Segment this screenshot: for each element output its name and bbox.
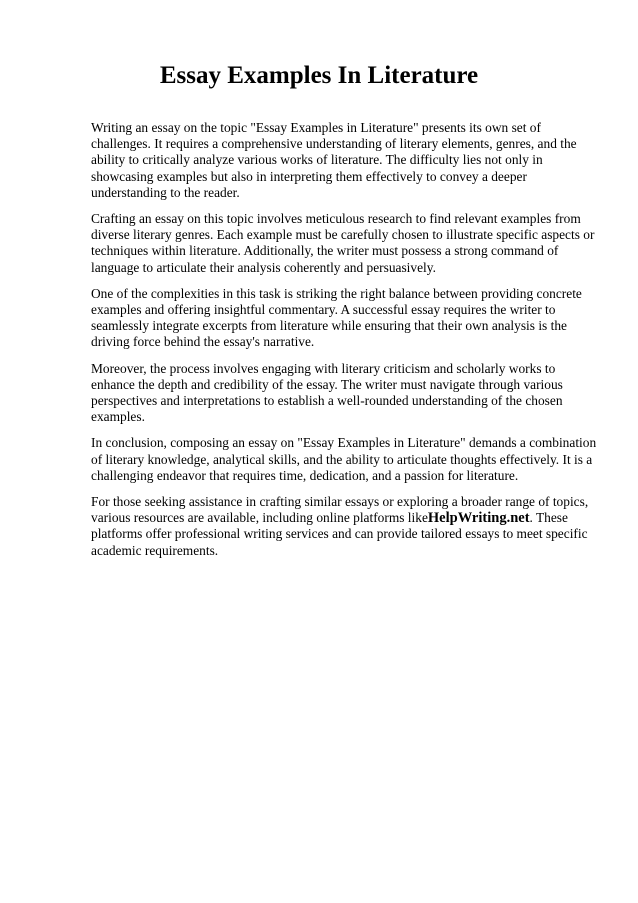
paragraph-3: One of the complexities in this task is striking the right balance between providing concrete examples and offering insightful commentary. A successful essay requires the writer to seamlessly integrate excerpts from literature while ensuring that their own analysis is the driving force behind the essay's narrative. [91, 285, 582, 350]
paragraph-6 [91, 494, 599, 559]
document-body [91, 120, 599, 569]
paragraph-1: Writing an essay on the topic "Essay Examples in Literature" presents its own set of challenges. It requires a comprehensive understanding of literary elements, genres, and the ability to critically analyze various works of literature. The difficulty lies not only in showcasing examples but also in interpreting them effectively to convey a deeper understanding to the reader. [91, 120, 577, 200]
paragraph-6-lead: For those seeking assistance in crafting similar essays or exploring a broader range of topics, various resources are available, including online platforms like [91, 494, 589, 526]
paragraph-2: Crafting an essay on this topic involves meticulous research to find relevant examples from diverse literary genres. Each example must be carefully chosen to illustrate specific aspects or techniques within literature. Additionally, the writer must possess a strong command of language to articulate their analysis coherently and persuasively. [91, 211, 595, 275]
paragraph-4: Moreover, the process involves engaging with literary criticism and scholarly works to enhance the depth and credibility of the essay. The writer must navigate through various perspectives and interpretations to establish a well-rounded understanding of the chosen examples. [91, 360, 563, 425]
brand-name: HelpWriting.net [427, 510, 530, 527]
page-title: Essay Examples In Literature [159, 62, 479, 89]
paragraph-5: In conclusion, composing an essay on "Essay Examples in Literature" demands a combination of literary knowledge, analytical skills, and the ability to articulate thoughts effectively. It is a challenging endeavor that requires time, dedication, and a passion for literature. [91, 435, 597, 483]
paragraph-6-tail: . These platforms offer professional writing services and can provide tailored essays to meet specific academic requirements. [91, 510, 588, 558]
